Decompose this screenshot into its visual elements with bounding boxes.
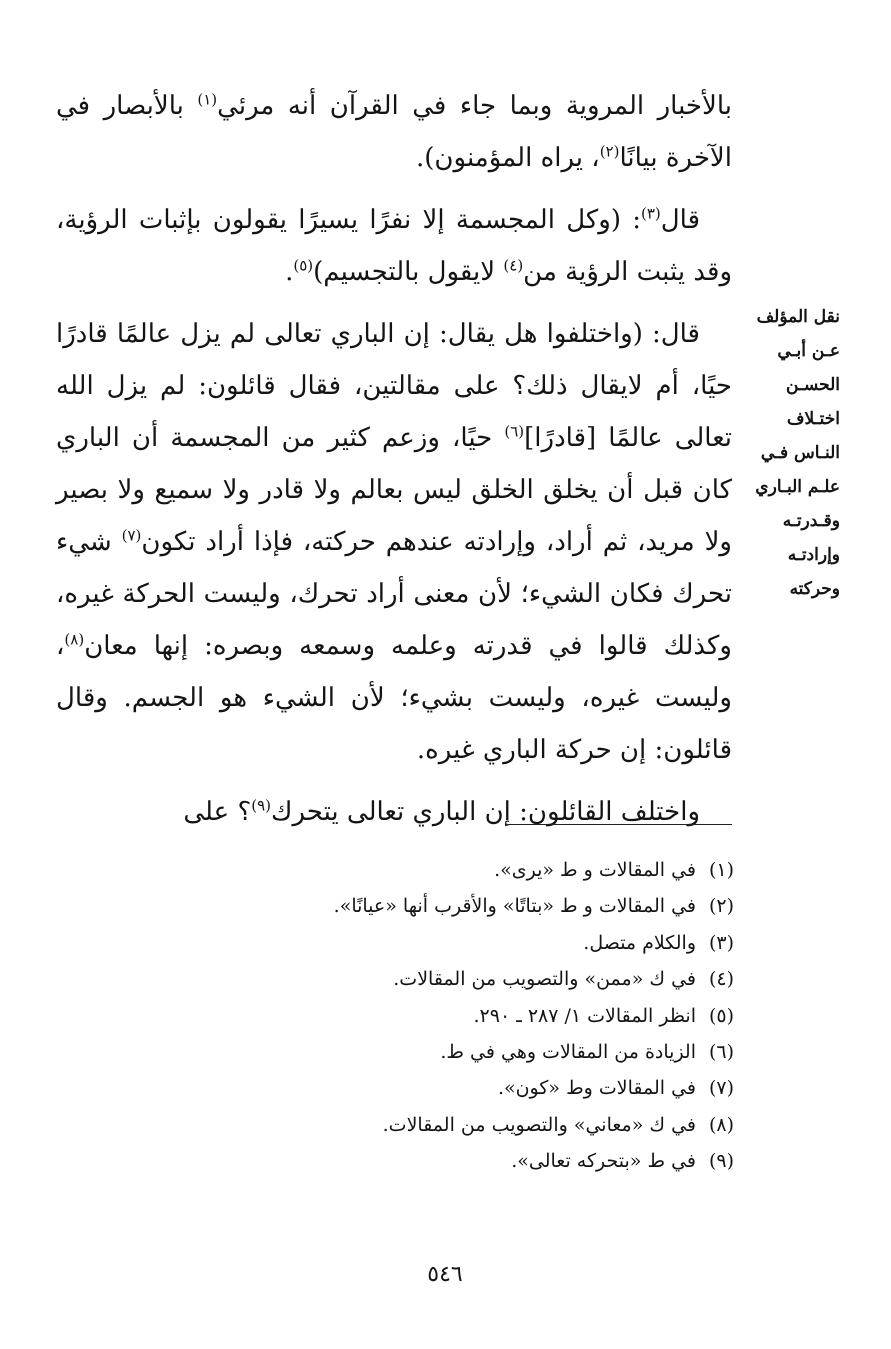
- footnote-text: والكلام متصل.: [583, 931, 696, 954]
- footnote-ref[interactable]: (١): [197, 90, 218, 109]
- text-run: شيء تحرك فكان الشيء؛ لأن معنى أراد تحرك، وليست الحركة غيره، وكذلك قالوا في قدرته وعلمه وسمعه وبصره: إنها معان: [56, 527, 732, 661]
- footnote-text: في المقالات و ط «بتاتًا» والأقرب أنها «عيانًا».: [333, 895, 696, 918]
- footnote-ref[interactable]: (٢): [599, 142, 620, 161]
- footnote-number: (٨): [708, 1113, 734, 1136]
- paragraph: [56, 308, 732, 776]
- footnote-ref[interactable]: (٣): [640, 204, 661, 223]
- footnote-item: [200, 961, 734, 997]
- text-run: واختلف القائلون: إن الباري تعالى يتحرك: [271, 797, 700, 827]
- margin-note-line: عـن أبـي: [777, 341, 840, 361]
- footnote-text: في ط «بتحركه تعالى».: [511, 1150, 696, 1173]
- text-run: ؟ على: [183, 797, 252, 827]
- text-run: ، يراه المؤمنون).: [416, 143, 600, 173]
- text-run: بالأبصار في الآخرة بيانًا: [56, 91, 732, 173]
- margin-note-line: النـاس فـي: [760, 443, 840, 463]
- footnote-ref[interactable]: (٨): [64, 630, 85, 649]
- text-run: : (وكل المجسمة إلا نفرًا يسيرًا يقولون بإثبات الرؤية، وقد يثبت الرؤية من: [56, 205, 732, 287]
- paragraph: [56, 194, 732, 298]
- footnote-item: [200, 888, 734, 924]
- footnote-separator: [505, 824, 732, 825]
- footnote-text: في ك «معاني» والتصويب من المقالات.: [382, 1113, 696, 1136]
- footnote-item: [200, 1034, 734, 1070]
- footnotes: [200, 852, 734, 1180]
- footnote-number: (٩): [708, 1150, 734, 1173]
- text-run: .: [285, 257, 294, 287]
- text-run: لايقول بالتجسيم): [313, 257, 504, 287]
- footnote-number: (١): [708, 859, 734, 881]
- footnote-ref[interactable]: (٥): [293, 256, 314, 275]
- footnote-number: (٣): [708, 931, 734, 954]
- footnote-ref[interactable]: (٤): [503, 256, 524, 275]
- footnote-item: [200, 852, 734, 888]
- main-text: [56, 80, 732, 848]
- footnote-text: في المقالات و ط «يرى».: [494, 859, 696, 881]
- footnote-number: (٤): [708, 968, 734, 991]
- paragraph: [56, 80, 732, 184]
- margin-note-line: اختـلاف: [786, 409, 840, 429]
- margin-note-line: وحركته: [789, 579, 840, 599]
- text-run: ، وليست غيره، وليست بشيء؛ لأن الشيء هو الجسم. وقال قائلون: إن حركة الباري غيره.: [56, 631, 732, 765]
- footnote-item: [200, 1107, 734, 1143]
- footnote-text: انظر المقالات ١/ ٢٨٧ ـ ٢٩٠.: [473, 1004, 696, 1027]
- footnote-item: [200, 998, 734, 1034]
- margin-note-line: الحسـن: [786, 375, 840, 395]
- text-run: قال: (واختلفوا هل يقال: إن الباري تعالى لم يزل عالمًا قادرًا حيًا، أم لايقال ذلك؟ على مقالتين، فقال قائلون: لم يزل الله تعالى عالمًا [قادرًا]: [56, 319, 732, 453]
- footnote-number: (٢): [708, 895, 734, 918]
- margin-note-line: نقل المؤلف: [756, 307, 840, 327]
- text-run: بالأخبار المروية وبما جاء في القرآن أنه مرئي: [217, 91, 732, 121]
- footnote-ref[interactable]: (٦): [504, 422, 525, 441]
- footnote-text: في ك «ممن» والتصويب من المقالات.: [393, 968, 696, 991]
- margin-note-line: وإرادتـه: [787, 545, 840, 565]
- footnote-ref[interactable]: (٧): [121, 526, 142, 545]
- margin-note: [748, 300, 840, 606]
- page-number: ٥٤٦: [427, 1262, 463, 1287]
- footnote-number: (٥): [708, 1004, 734, 1027]
- footnote-text: في المقالات وط «كون».: [497, 1077, 696, 1100]
- paragraph: [56, 786, 732, 838]
- text-run: حيًا، وزعم كثير من المجسمة أن الباري كان قبل أن يخلق الخلق ليس بعالم ولا قادر ولا سميع ولا بصير ولا مريد، ثم أراد، وإرادته عندهم حركته، فإذا أراد تكون: [56, 423, 732, 557]
- margin-note-line: علـم البـاري: [755, 477, 840, 497]
- footnote-number: (٧): [708, 1077, 734, 1100]
- footnote-item: [200, 1070, 734, 1106]
- text-run: قال: [660, 205, 700, 235]
- footnote-item: [200, 925, 734, 961]
- footnote-text: الزيادة من المقالات وهي في ط.: [440, 1040, 696, 1063]
- footnote-item: [200, 1143, 734, 1179]
- margin-note-line: وقـدرتـه: [782, 511, 840, 531]
- footnote-number: (٦): [708, 1040, 734, 1063]
- footnote-ref[interactable]: (٩): [251, 796, 272, 815]
